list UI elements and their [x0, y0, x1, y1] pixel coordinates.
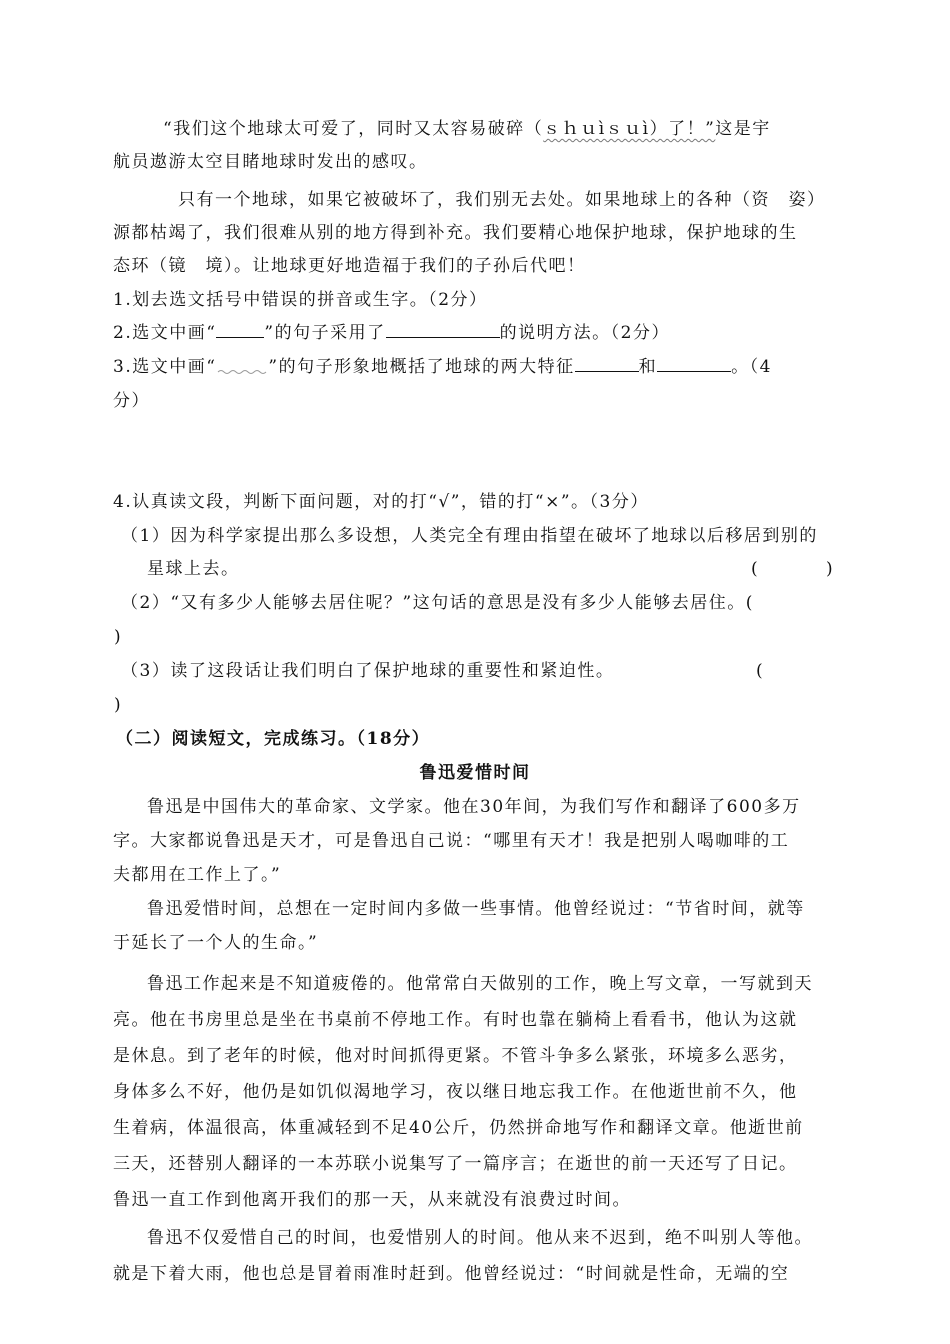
- answer-paren-close-1[interactable]: ): [826, 559, 833, 579]
- passage1-quote-end: 这是宇: [715, 119, 771, 139]
- passage2-line-2: 字。大家都说鲁迅是天才，可是鲁迅自己说：“哪里有天才！我是把别人喝咖啡的工: [113, 831, 790, 851]
- passage1-pinyin: ｓｈｕìｓｕì）了！”: [543, 119, 716, 139]
- passage2-line-13: 鲁迅不仅爱惜自己的时间，也爱惜别人的时间。他从来不迟到，绝不叫别人等他。: [147, 1228, 813, 1248]
- question-3-answer-blank-2[interactable]: [657, 355, 731, 372]
- passage2-line-5: 于延长了一个人的生命。”: [113, 933, 319, 953]
- passage1-line-1: [163, 117, 771, 141]
- question-2-part-b: ”的句子采用了: [264, 323, 386, 343]
- question-4: 4.认真读文段，判断下面问题，对的打“√”，错的打“×”。（3分）: [113, 492, 649, 512]
- question-4-item-3: （3）读了这段话让我们明白了保护地球的重要性和紧迫性。: [121, 661, 615, 681]
- question-3-answer-blank-1[interactable]: [575, 355, 639, 372]
- question-3-sample-wavy-line: [216, 356, 268, 372]
- answer-paren-open-1[interactable]: (: [751, 559, 758, 579]
- passage2-line-3: 夫都用在工作上了。”: [113, 865, 282, 885]
- passage2-line-14: 就是下着大雨，他也总是冒着雨准时赶到。他曾经说过：“时间就是性命，无端的空: [113, 1264, 790, 1284]
- question-3: [113, 355, 772, 379]
- question-2-part-c: 的说明方法。（2分）: [499, 323, 670, 343]
- passage2-line-11: 三天，还替别人翻译的一本苏联小说集写了一篇序言；在逝世的前一天还写了日记。: [113, 1154, 798, 1174]
- question-3-score: 分）: [113, 391, 150, 411]
- passage2-line-6: 鲁迅工作起来是不知道疲倦的。他常常白天做别的工作，晚上写文章，一写就到天: [147, 974, 813, 994]
- question-3-part-c: 和: [638, 357, 658, 377]
- answer-paren-open-2[interactable]: (: [745, 593, 754, 613]
- answer-paren-open-3[interactable]: (: [756, 661, 763, 681]
- passage2-line-8: 是休息。到了老年的时候，他对时间抓得更紧。不管斗争多么紧张，环境多么恶劣，: [113, 1046, 798, 1066]
- question-4-item-1-cont: 星球上去。: [147, 559, 240, 579]
- question-3-part-d: 。（4: [731, 357, 772, 377]
- passage1-quote-start: “我们这个地球太可爱了，同时又太容易破碎（: [163, 119, 544, 139]
- question-2-part-a: 2.选文中画“: [113, 323, 217, 343]
- question-2-answer-blank[interactable]: [386, 321, 500, 338]
- passage-title: 鲁迅爱惜时间: [419, 763, 531, 783]
- answer-paren-close-3[interactable]: ): [114, 695, 121, 715]
- passage2-line-1: 鲁迅是中国伟大的革命家、文学家。他在30年间，为我们写作和翻译了600多万: [147, 797, 801, 817]
- passage2-line-12: 鲁迅一直工作到他离开我们的那一天，从来就没有浪费过时间。: [113, 1190, 631, 1210]
- question-4-item-2-text: （2）“又有多少人能够去居住呢？”这句话的意思是没有多少人能够去居住。: [121, 593, 746, 613]
- passage1-line-2: 航员遨游太空目睹地球时发出的感叹。: [113, 152, 428, 172]
- question-3-part-a: 3.选文中画“: [113, 357, 217, 377]
- passage2-line-9: 身体多么不好，他仍是如饥似渴地学习，夜以继日地忘我工作。在他逝世前不久，他: [113, 1082, 798, 1102]
- passage1-line-5: 态环（镜 境）。让地球更好地造福于我们的子孙后代吧！: [113, 256, 586, 276]
- question-2-sample-underline: [216, 321, 264, 338]
- question-4-item-1: （1）因为科学家提出那么多设想，人类完全有理由指望在破坏了地球以后移居到别的: [121, 526, 818, 546]
- passage2-line-4: 鲁迅爱惜时间，总想在一定时间内多做一些事情。他曾经说过：“节省时间，就等: [147, 899, 805, 919]
- answer-paren-close-2[interactable]: ): [114, 627, 121, 647]
- passage1-line-3: 只有一个地球，如果它被破坏了，我们别无去处。如果地球上的各种（资 姿）: [178, 190, 826, 210]
- passage2-line-10: 生着病，体温很高，体重减轻到不足40公斤，仍然拼命地写作和翻译文章。他逝世前: [113, 1118, 804, 1138]
- question-1: 1.划去选文括号中错误的拼音或生字。（2分）: [113, 290, 488, 310]
- passage2-line-7: 亮。他在书房里总是坐在书桌前不停地工作。有时也靠在躺椅上看看书，他认为这就: [113, 1010, 798, 1030]
- question-2: [113, 321, 670, 345]
- question-3-part-b: ”的句子形象地概括了地球的两大特征: [268, 357, 575, 377]
- passage1-line-4: 源都枯竭了，我们很难从别的地方得到补充。我们要精心地保护地球，保护地球的生: [113, 223, 798, 243]
- section-2-heading: （二）阅读短文，完成练习。（18分）: [116, 729, 431, 749]
- question-4-item-2: [121, 591, 754, 615]
